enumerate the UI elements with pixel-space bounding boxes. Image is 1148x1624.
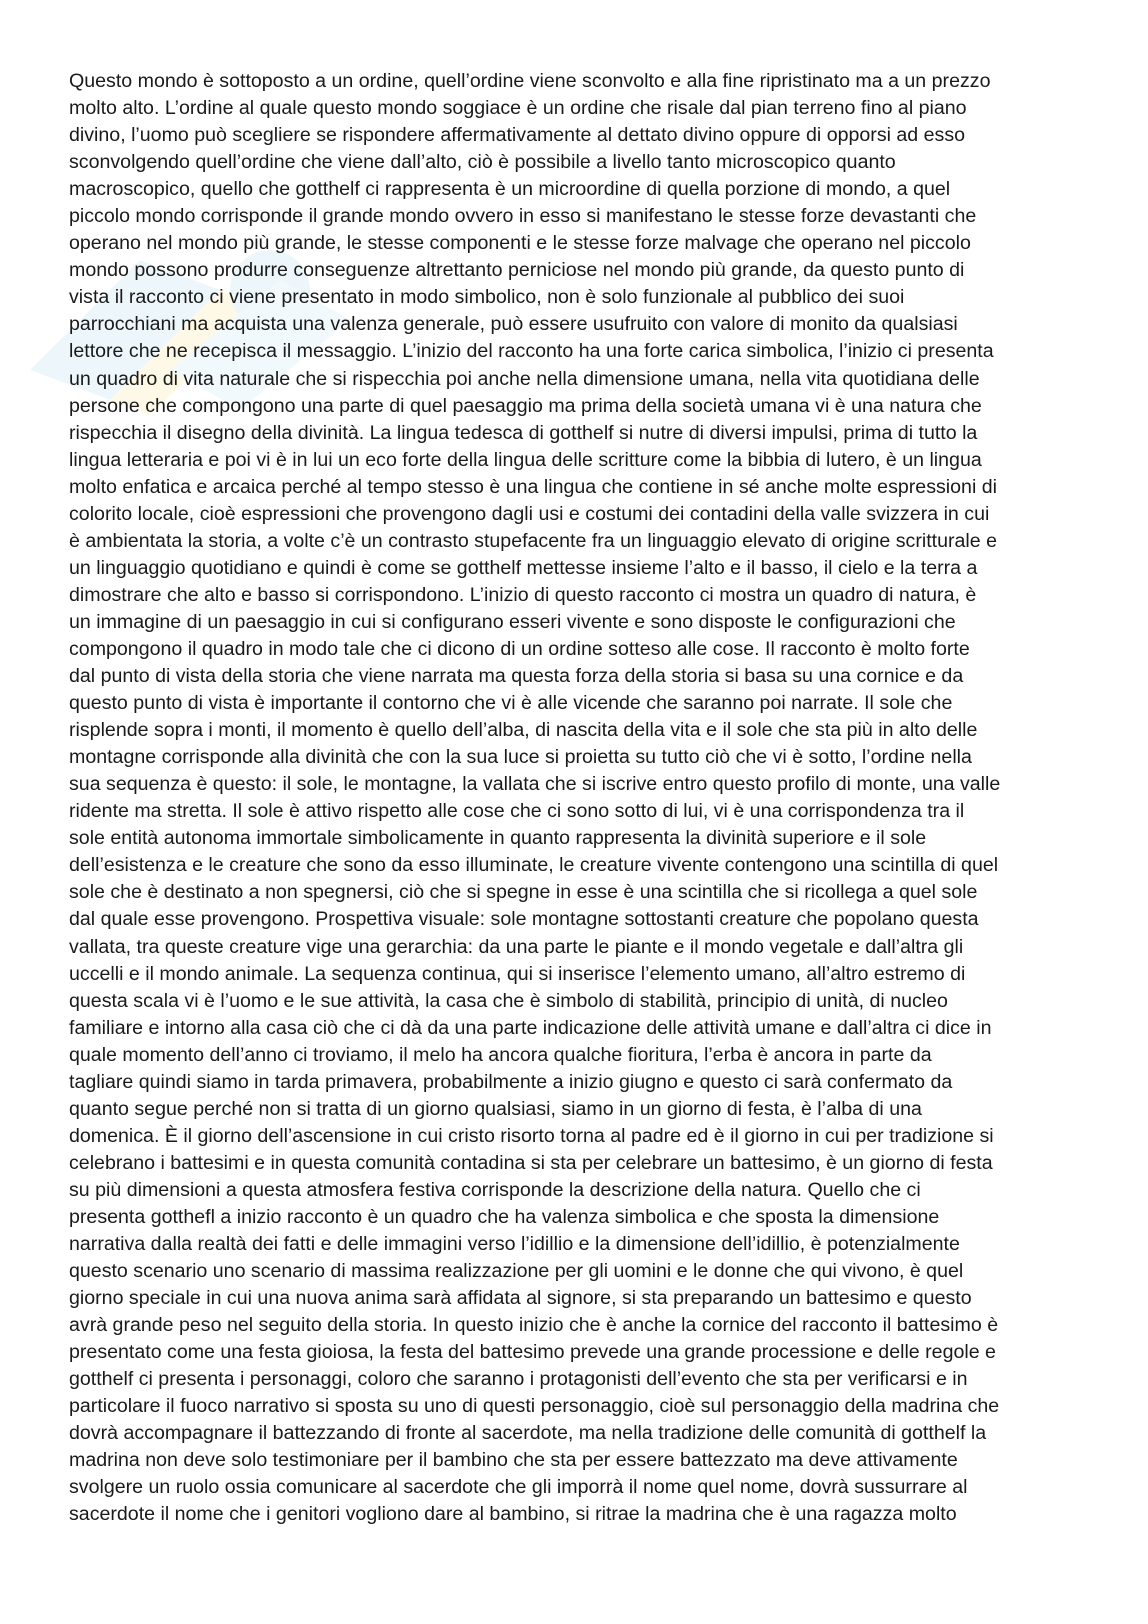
text-line: Questo mondo è sottoposto a un ordine, quell’ordine viene sconvolto e alla fine ripristinato ma a un prezzo — [69, 70, 991, 92]
text-line: presenta gotthefl a inizio racconto è un quadro che ha valenza simbolica e che sposta la dimensione — [69, 1205, 940, 1228]
text-line: operano nel mondo più grande, le stesse componenti e le stesse forze malvage che operano nel piccolo — [69, 232, 971, 255]
text-line: vista il racconto ci viene presentato in modo simbolico, non è solo funzionale al pubblico dei suoi — [69, 286, 905, 309]
text-line: ridente ma stretta. Il sole è attivo rispetto alle cose che ci sono sotto di lui, vi è una corrispondenza tra il — [69, 800, 965, 823]
text-line: un linguaggio quotidiano e quindi è come se gotthelf mettesse insieme l’alto e il basso, il cielo e la terra a — [69, 556, 978, 579]
text-line: svolgere un ruolo ossia comunicare al sacerdote che gli imporrà il nome quel nome, dovrà sussurrare al — [69, 1476, 968, 1499]
text-line: macroscopico, quello che gotthelf ci rappresenta è un microordine di quella porzione di mondo, a quel — [69, 178, 951, 201]
text-line: questo punto di vista è importante il contorno che vi è alle vicende che saranno poi narrate. Il sole che — [69, 692, 953, 715]
text-line: madrina non deve solo testimoniare per il bambino che sta per essere battezzato ma deve attivamente — [69, 1449, 958, 1472]
text-line: familiare e intorno alla casa ciò che ci dà da una parte indicazione delle attività umane e dall’altra ci dice in — [69, 1016, 992, 1039]
text-line: compongono il quadro in modo tale che ci dicono di un ordine sotteso alle cose. Il racconto è molto forte — [69, 637, 970, 660]
text-line: avrà grande peso nel seguito della storia. In questo inizio che è anche la cornice del racconto il battesimo è — [69, 1314, 999, 1337]
text-line: molto alto. L’ordine al quale questo mondo soggiace è un ordine che risale dal pian terreno fino al piano — [69, 97, 967, 120]
text-line: vallata, tra queste creature vige una gerarchia: da una parte le piante e il mondo vegetale e dall’altra gli — [69, 935, 964, 958]
text-line: sole che è destinato a non spegnersi, ciò che si spegne in esse è una scintilla che si ricollega a quel sole — [69, 881, 978, 904]
text-line: dell’esistenza e le creature che sono da esso illuminate, le creature vivente contengono una scintilla di quel — [69, 854, 999, 877]
text-line: piccolo mondo corrisponde il grande mondo ovvero in esso si manifestano le stesse forze devastanti che — [69, 205, 977, 228]
text-line: un quadro di vita naturale che si rispecchia poi anche nella dimensione umana, nella vita quotidiana delle — [69, 367, 980, 390]
text-line: lettore che ne recepisca il messaggio. L’inizio del racconto ha una forte carica simbolica, l’inizio ci presenta — [69, 340, 994, 363]
text-line: risplende sopra i monti, il momento è quello dell’alba, di nascita della vita e il sole che sta più in alto delle — [69, 719, 978, 742]
text-line: parrocchiani ma acquista una valenza generale, può essere usufruito con valore di monito da qualsiasi — [69, 313, 958, 336]
text-line: presentato come una festa gioiosa, la festa del battesimo prevede una grande processione e delle regole e — [69, 1341, 996, 1364]
text-line: domenica. È il giorno dell’ascensione in cui cristo risorto torna al padre ed è il giorno in cui per tradizione si — [69, 1124, 994, 1147]
text-line: dovrà accompagnare il battezzando di fronte al sacerdote, ma nella tradizione delle comunità di gotthelf la — [69, 1422, 987, 1445]
text-line: uccelli e il mondo animale. La sequenza continua, qui si inserisce l’elemento umano, all’altro estremo di — [69, 962, 966, 985]
text-line: persone che compongono una parte di quel paesaggio ma prima della società umana vi è una natura che — [69, 394, 982, 417]
text-line: molto enfatica e arcaica perché al tempo stesso è una lingua che contiene in sé anche molte espressioni di — [69, 475, 997, 498]
text-line: colorito locale, cioè espressioni che provengono dagli usi e costumi dei contadini della valle svizzera in cui — [69, 502, 990, 525]
text-line: un immagine di un paesaggio in cui si configurano esseri vivente e sono disposte le configurazioni che — [69, 610, 956, 633]
text-line: è ambientata la storia, a volte c’è un contrasto stupefacente fra un linguaggio elevato di origine scritturale e — [69, 529, 997, 552]
text-line: narrativa dalla realtà dei fatti e delle immagini verso l’idillio e la dimensione dell’idillio, è potenzialmente — [69, 1233, 960, 1256]
text-line: divino, l’uomo può scegliere se rispondere affermativamente al dettato divino oppure di opporsi ad esso — [69, 124, 966, 147]
text-line: quale momento dell’anno ci troviamo, il melo ha ancora qualche fioritura, l’erba è ancora in parte da — [69, 1043, 932, 1066]
text-line: rispecchia il disegno della divinità. La lingua tedesca di gotthelf si nutre di diversi impulsi, prima di tutto la — [69, 421, 978, 444]
text-line: gotthelf ci presenta i personaggi, coloro che saranno i protagonisti dell’evento che sta per verificarsi e in — [69, 1368, 968, 1391]
text-line: lingua letteraria e poi vi è in lui un eco forte della lingua delle scritture come la bibbia di lutero, è un lingua — [69, 448, 982, 471]
text-line: giorno speciale in cui una nuova anima sarà affidata al signore, si sta preparando un battesimo e questo — [69, 1287, 972, 1310]
text-line: questo scenario uno scenario di massima realizzazione per gli uomini e le donne che qui vivono, è quel — [69, 1260, 964, 1283]
text-line: mondo possono produrre conseguenze altrettanto perniciose nel mondo più grande, da questo punto di — [69, 259, 965, 282]
text-line: dimostrare che alto e basso si corrispondono. L’inizio di questo racconto ci mostra un quadro di natura, è — [69, 583, 977, 606]
text-line: quanto segue perché non si tratta di un giorno qualsiasi, siamo in un giorno di festa, è l’alba di una — [69, 1097, 922, 1120]
text-line: sole entità autonoma immortale simbolicamente in quanto rappresenta la divinità superiore e il sole — [69, 827, 927, 850]
text-line: su più dimensioni a questa atmosfera festiva corrisponde la descrizione della natura. Quello che ci — [69, 1178, 921, 1201]
text-line: celebrano i battesimi e in questa comunità contadina si sta per celebrare un battesimo, è un giorno di festa — [69, 1151, 993, 1174]
text-line: tagliare quindi siamo in tarda primavera, probabilmente a inizio giugno e questo ci sarà confermato da — [69, 1070, 953, 1093]
text-line: montagne corrisponde alla divinità che con la sua luce si proietta su tutto ciò che vi è sotto, l’ordine nella — [69, 746, 972, 769]
text-line: sua sequenza è questo: il sole, le montagne, la vallata che si iscrive entro questo profilo di monte, una valle — [69, 773, 1001, 796]
text-line: sconvolgendo quell’ordine che viene dall’alto, ciò è possibile a livello tanto microscopico quanto — [69, 151, 896, 174]
text-line: dal quale esse provengono. Prospettiva visuale: sole montagne sottostanti creature che popolano questa — [69, 908, 979, 931]
text-line: sacerdote il nome che i genitori vogliono dare al bambino, si ritrae la madrina che è una ragazza molto — [69, 1503, 957, 1526]
text-line: particolare il fuoco narrativo si sposta su uno di questi personaggio, cioè sul personaggio della madrina che — [69, 1395, 1000, 1418]
text-line: questa scala vi è l’uomo e le sue attività, la casa che è simbolo di stabilità, principio di unità, di nucleo — [69, 989, 948, 1012]
body-text — [69, 68, 1109, 1529]
text-line: dal punto di vista della storia che viene narrata ma questa forza della storia si basa su una cornice e da — [69, 665, 964, 688]
